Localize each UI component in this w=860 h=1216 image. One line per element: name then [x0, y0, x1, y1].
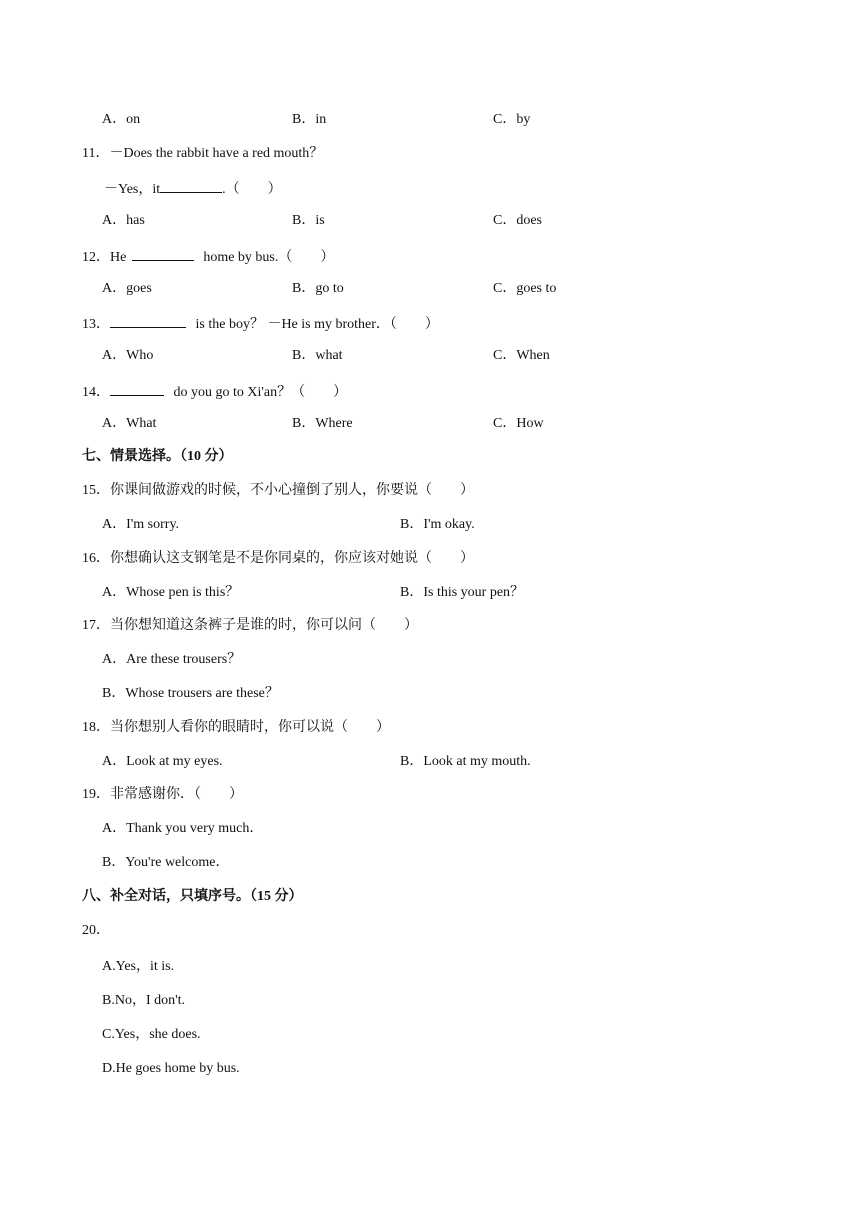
q19-option-b: B．You're welcome．	[102, 855, 230, 870]
q17-question: 17．当你想知道这条裤子是谁的时，你可以问（ ）	[82, 618, 418, 633]
q20-option-d: D.He goes home by bus.	[102, 1061, 240, 1076]
q12-option-b: B．go to	[292, 281, 344, 296]
q20-number: 20．	[82, 923, 110, 938]
section-8-title: 八、补全对话，只填序号。（15 分）	[82, 889, 303, 904]
q15-question: 15．你课间做游戏的时候，不小心撞倒了别人，你要说（ ）	[82, 483, 474, 498]
q13-question: 13． is the boy？ －He is my brother．（ ）	[82, 313, 439, 334]
answer-blank	[110, 313, 186, 328]
q11-answer-line: －Yes，it .（ ）	[104, 178, 282, 199]
q20-option-c: C.Yes，she does.	[102, 1027, 201, 1042]
q17-option-b: B．Whose trousers are these？	[102, 686, 279, 701]
q13-option-b: B．what	[292, 348, 343, 363]
q13-option-c: C．When	[493, 348, 550, 363]
answer-blank	[132, 246, 194, 261]
q12-option-c: C．goes to	[493, 281, 557, 296]
q15-option-b: B．I'm okay.	[400, 517, 475, 532]
q14-question: 14． do you go to Xi'an？（ ）	[82, 381, 347, 402]
answer-blank	[110, 381, 164, 396]
q11-option-b: B．is	[292, 213, 325, 228]
answer-blank	[160, 178, 222, 193]
q10-option-c: C．by	[493, 112, 531, 127]
q19-question: 19．非常感谢你．（ ）	[82, 787, 243, 802]
q19-option-a: A．Thank you very much．	[102, 821, 264, 836]
q16-option-a: A．Whose pen is this？	[102, 585, 240, 600]
q10-option-a: A．on	[102, 112, 141, 127]
q10-option-b: B．in	[292, 112, 327, 127]
q16-option-b: B．Is this your pen？	[400, 585, 525, 600]
q12-question: 12．He home by bus.（ ）	[82, 246, 334, 267]
q11-option-a: A．has	[102, 213, 145, 228]
q15-option-a: A．I'm sorry.	[102, 517, 180, 532]
q18-option-a: A．Look at my eyes.	[102, 754, 223, 769]
q11-question: 11．－Does the rabbit have a red mouth？	[82, 146, 324, 161]
q16-question: 16．你想确认这支钢笔是不是你同桌的，你应该对她说（ ）	[82, 551, 474, 566]
q18-question: 18．当你想别人看你的眼睛时，你可以说（ ）	[82, 720, 390, 735]
q11-option-c: C．does	[493, 213, 542, 228]
q20-option-b: B.No，I don't.	[102, 993, 186, 1008]
q12-option-a: A．goes	[102, 281, 152, 296]
section-7-title: 七、情景选择。（10 分）	[82, 449, 233, 464]
q14-option-b: B．Where	[292, 416, 353, 431]
q17-option-a: A．Are these trousers？	[102, 652, 242, 667]
q20-option-a: A.Yes，it is.	[102, 959, 175, 974]
q14-option-c: C．How	[493, 416, 544, 431]
q14-option-a: A．What	[102, 416, 157, 431]
q13-option-a: A．Who	[102, 348, 154, 363]
q18-option-b: B．Look at my mouth.	[400, 754, 531, 769]
